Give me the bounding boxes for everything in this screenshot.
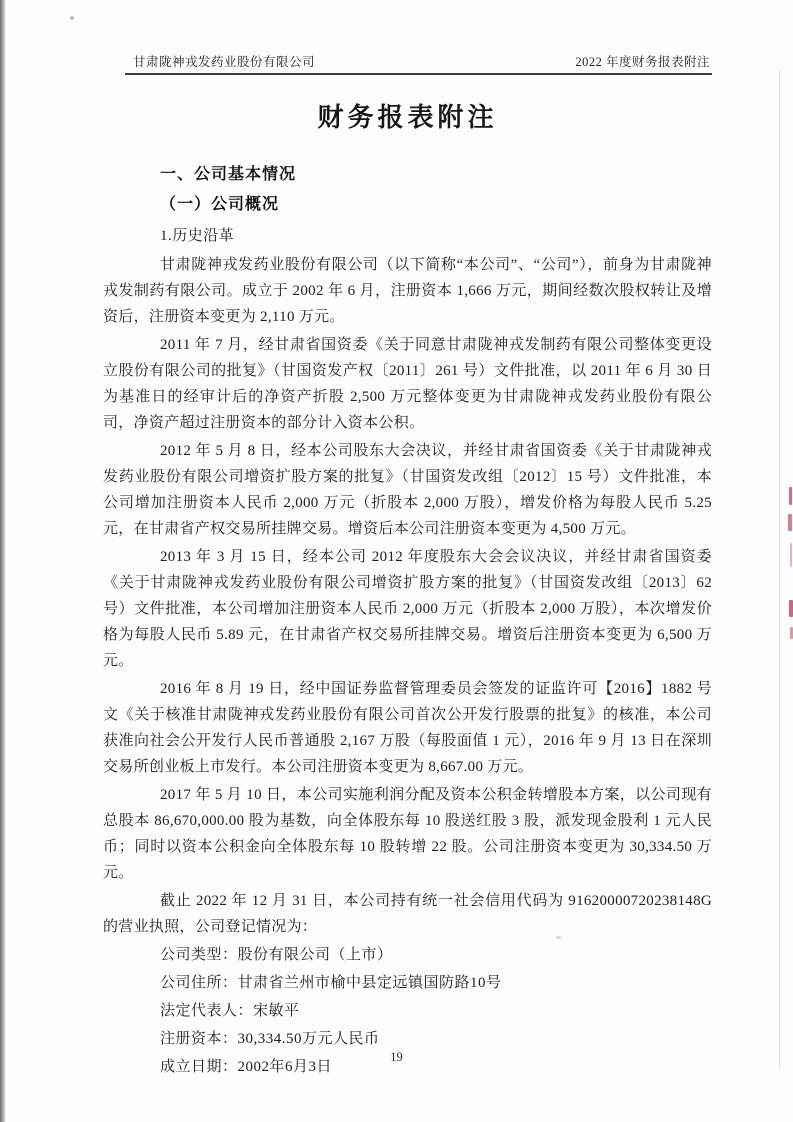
paragraph: 2017 年 5 月 10 日，本公司实施利润分配及资本公积金转增股本方案，以公司现有总股本 86,670,000.00 股为基数，向全体股东每 10 股送红股 3 股，派发现金股利 1 元人民币；同时以资本公积金向全体股东每 10 股转增 22 股。公司注册资本变更为 30,334.50 万元。 bbox=[103, 787, 712, 881]
registration-intro: 截止 2022 年 12 月 31 日，本公司持有统一社会信用代码为 91620000720238148G 的营业执照，公司登记情况为： bbox=[103, 893, 712, 935]
document-body bbox=[103, 161, 712, 1080]
registration-item: 公司类型：股份有限公司（上市） bbox=[160, 947, 393, 963]
paragraph: 甘肃陇神戎发药业股份有限公司（以下简称“本公司”、“公司”），前身为甘肃陇神戎发制药有限公司。成立于 2002 年 6 月，注册资本 1,666 万元，期间经数次股权转让及增资后，注册资本变更为 2,110 万元。 bbox=[103, 257, 712, 325]
page-number: 19 bbox=[390, 1050, 403, 1064]
paragraph: 2011 年 7 月，经甘肃省国资委《关于同意甘肃陇神戎发制药有限公司整体变更设立股份有限公司的批复》（甘国资发产权〔2011〕261 号）文件批准，以 2011 年 6 月 30 日为基准日的经审计后的净资产折股 2,500 万元整体变更为甘肃陇神戎发药业股份有限公司，净资产超过注册资本的部分计入资本公积。 bbox=[103, 337, 712, 431]
scan-edge-right bbox=[779, 70, 780, 1070]
header-rule bbox=[125, 73, 712, 75]
section-heading: 一、公司基本情况 bbox=[160, 166, 297, 183]
red-edge-mark bbox=[789, 600, 793, 617]
registration-item: 公司住所：甘肃省兰州市榆中县定远镇国防路10号 bbox=[160, 975, 502, 991]
paragraph: 2013 年 3 月 15 日，经本公司 2012 年度股东大会会议决议，并经甘肃省国资委《关于甘肃陇神戎发药业股份有限公司增资扩股方案的批复》（甘国资发改组〔2013〕62 号）文件批准，本公司增加注册资本人民币 2,000 万元（折股本 2,000 万股），本次增发价格为每股人民币 5.89 元，在甘肃省产权交易所挂牌交易。增资后注册资本变更为 6,500 万元。 bbox=[103, 549, 712, 669]
registration-item: 注册资本：30,334.50万元人民币 bbox=[160, 1031, 380, 1047]
header-report-label: 2022 年度财务报表附注 bbox=[575, 55, 710, 69]
item-heading: 1.历史沿革 bbox=[160, 228, 235, 244]
registration-item: 成立日期：2002年6月3日 bbox=[160, 1059, 333, 1075]
paragraph: 2012 年 5 月 8 日，经本公司股东大会决议，并经甘肃省国资委《关于甘肃陇神戎发药业股份有限公司增资扩股方案的批复》（甘国资发改组〔2012〕15 号）文件批准，本公司增加注册资本人民币 2,000 万元（折股本 2,000 万股），增发价格为每股人民币 5.25 元，在甘肃省产权交易所挂牌交易。增资后本公司注册资本变更为 4,500 万元。 bbox=[103, 443, 712, 537]
subsection-heading: （一）公司概况 bbox=[160, 196, 280, 213]
red-edge-mark bbox=[789, 487, 792, 505]
page-title: 财务报表附注 bbox=[317, 102, 498, 132]
red-edge-mark bbox=[790, 543, 792, 567]
red-edge-mark bbox=[788, 514, 792, 531]
scan-speck bbox=[70, 16, 74, 20]
scan-edge-left bbox=[0, 0, 6, 1122]
header-company-name: 甘肃陇神戎发药业股份有限公司 bbox=[133, 55, 316, 69]
registration-item: 法定代表人：宋敏平 bbox=[160, 1003, 300, 1019]
paragraph: 2016 年 8 月 19 日，经中国证券监督管理委员会签发的证监许可【2016】1882 号文《关于核准甘肃陇神戎发药业股份有限公司首次公开发行股票的批复》的核准，本公司获准向社会公开发行人民币普通股 2,167 万股（每股面值 1 元），2016 年 9 月 13 日在深圳交易所创业板上市发行。本公司注册资本变更为 8,667.00 万元。 bbox=[103, 681, 712, 775]
